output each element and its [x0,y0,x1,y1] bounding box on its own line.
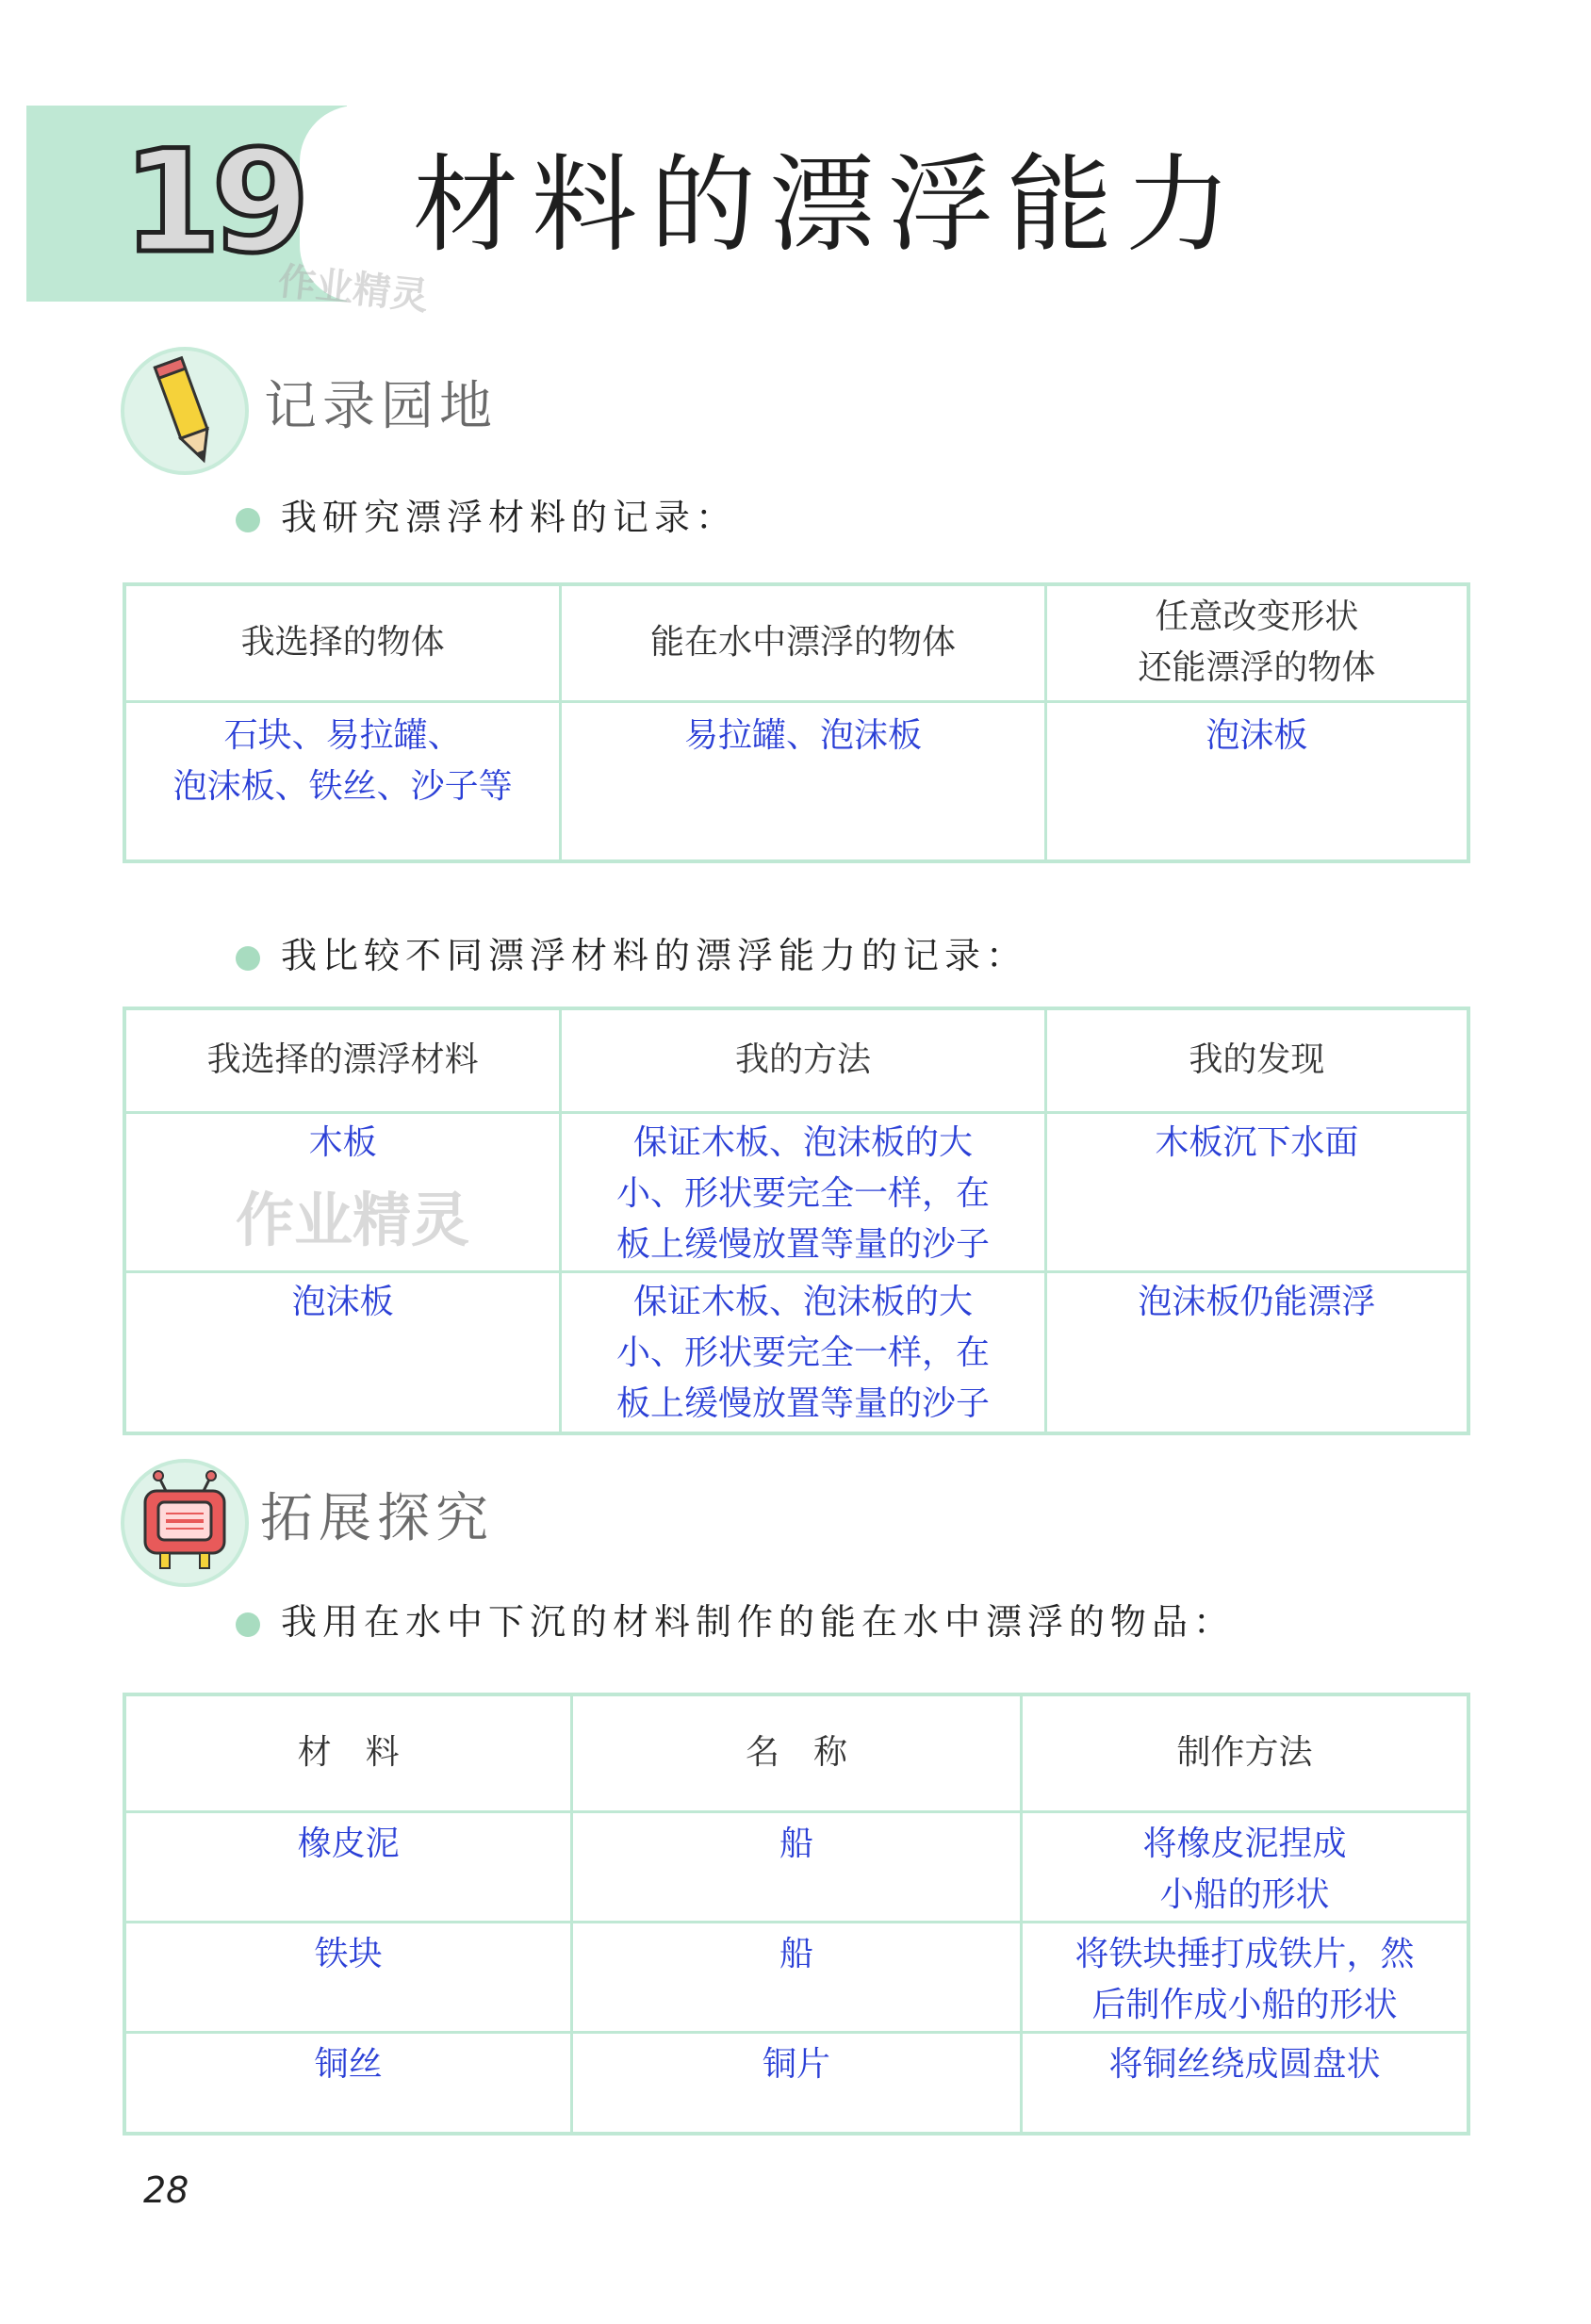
table-header-cell: 我的发现 [1045,1008,1468,1112]
table-cell: 橡皮泥 [124,1811,572,1922]
bullet-extend: 我用在水中下沉的材料制作的能在水中漂浮的物品： [236,1604,1235,1640]
table-header-cell: 名 称 [572,1694,1022,1811]
section-title-extend: 拓展探究 [260,1488,494,1549]
table-cell: 泡沫板 [1045,701,1468,861]
table-cell: 铜片 [572,2032,1022,2134]
lesson-title: 材料的漂浮能力 [413,144,1244,267]
table-row [124,1922,1468,2032]
table-header-cell: 能在水中漂浮的物体 [561,584,1046,701]
pencil-icon [121,347,249,475]
table-cell: 泡沫板仍能漂浮 [1045,1271,1468,1433]
table-row [124,1271,1468,1433]
table-header-row [124,1008,1468,1112]
table-header-cell: 我选择的物体 [124,584,561,701]
table-header-cell: 任意改变形状 还能漂浮的物体 [1045,584,1468,701]
table-cell: 船 [572,1811,1022,1922]
table-cell: 泡沫板 [124,1271,561,1433]
table-header-row [124,1694,1468,1811]
page-number: 28 [143,2169,189,2211]
table-row [124,701,1468,861]
table-cell: 将铜丝绕成圆盘状 [1021,2032,1468,2134]
table-float-objects [123,582,1470,863]
table-cell: 保证木板、泡沫板的大 小、形状要完全一样，在 板上缓慢放置等量的沙子 [561,1112,1046,1271]
watermark-top: 作业精灵 [275,259,431,319]
bullet-dot [236,1612,260,1637]
table-make-float [123,1693,1470,2136]
bullet-dot [236,946,260,971]
lesson-number: 19 [123,121,301,285]
bullet-record-1: 我研究漂浮材料的记录： [236,499,737,535]
table-cell: 木板 [124,1112,561,1271]
section-title-record: 记录园地 [264,376,498,437]
table-cell: 铁块 [124,1922,572,2032]
table-cell: 铜丝 [124,2032,572,2134]
table-cell: 将橡皮泥捏成 小船的形状 [1021,1811,1468,1922]
table-cell: 木板沉下水面 [1045,1112,1468,1271]
bullet-dot [236,508,260,532]
table-header-cell: 我选择的漂浮材料 [124,1008,561,1112]
robot-tv-icon [121,1459,249,1587]
table-cell: 将铁块捶打成铁片，然 后制作成小船的形状 [1021,1922,1468,2032]
table-header-row [124,584,1468,701]
table-cell: 石块、易拉罐、 泡沫板、铁丝、沙子等 [124,701,561,861]
table-row [124,2032,1468,2134]
table-cell: 保证木板、泡沫板的大 小、形状要完全一样，在 板上缓慢放置等量的沙子 [561,1271,1046,1433]
table-header-cell: 材 料 [124,1694,572,1811]
table-header-cell: 我的方法 [561,1008,1046,1112]
table-cell: 船 [572,1922,1022,2032]
table-cell: 易拉罐、泡沫板 [561,701,1046,861]
watermark-middle: 作业精灵 [236,1186,470,1254]
table-row [124,1811,1468,1922]
table-header-cell: 制作方法 [1021,1694,1468,1811]
bullet-record-2: 我比较不同漂浮材料的漂浮能力的记录： [236,938,1027,974]
